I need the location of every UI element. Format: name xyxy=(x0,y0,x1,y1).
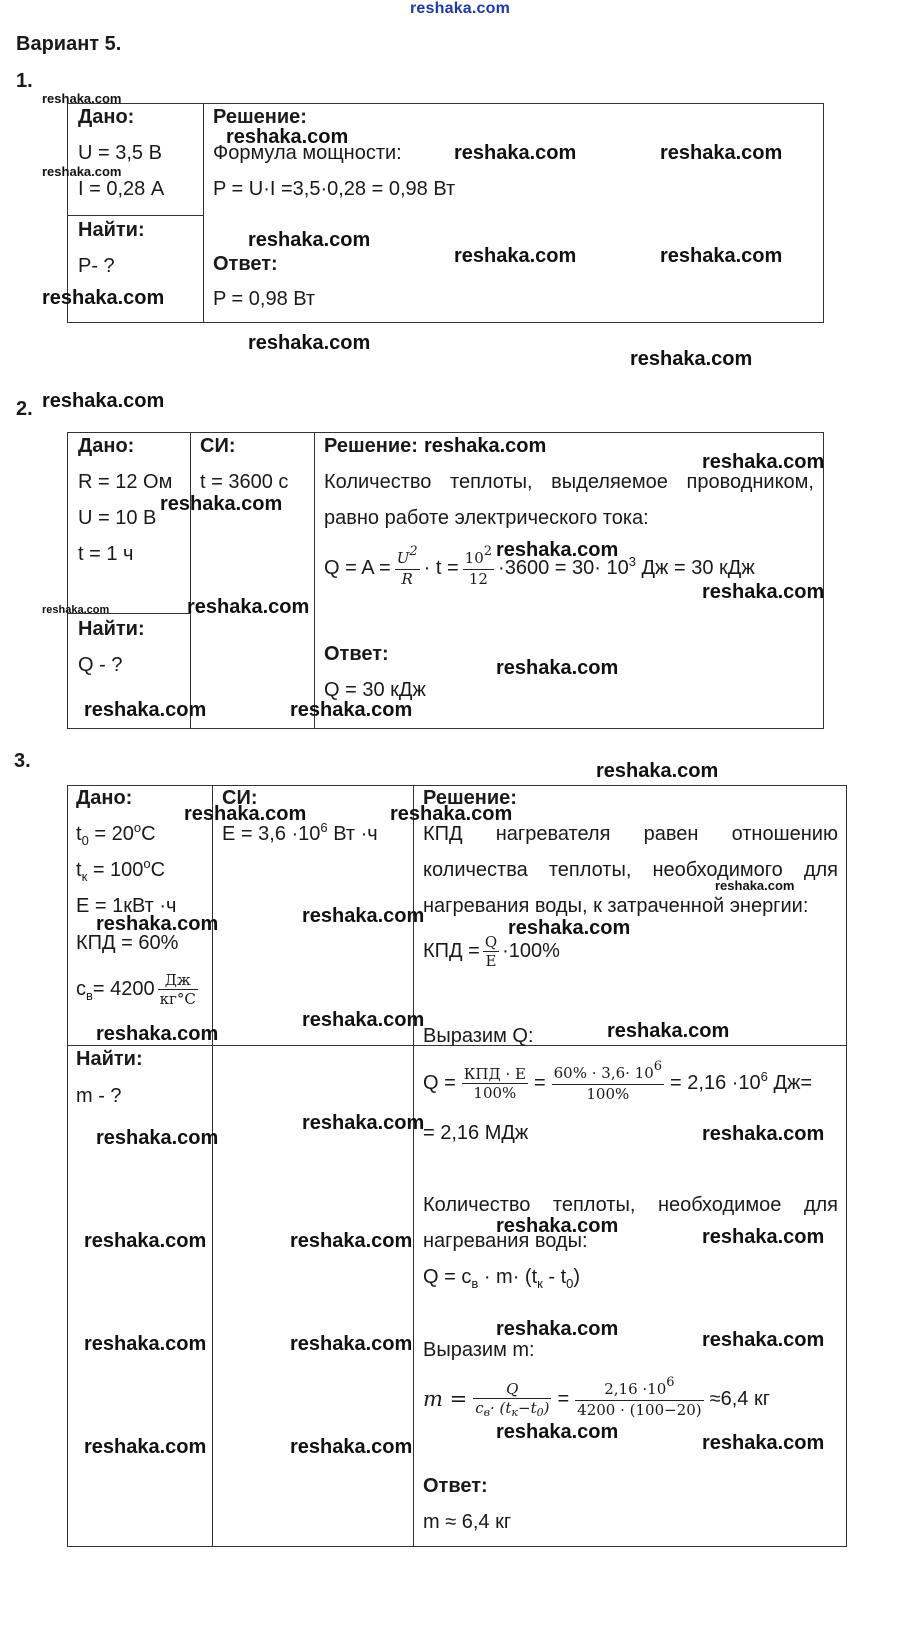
watermark: reshaka.com xyxy=(187,596,310,618)
p3-m-fraction-1: Q $c_в\cdot (t_к-t_0)$ xyxy=(475,1379,550,1419)
watermark: reshaka.com xyxy=(496,1215,619,1237)
p2-given-t: t = 1 ч xyxy=(78,543,134,565)
p3-text-2: количества теплоты, необходимого для xyxy=(423,859,838,881)
p3-given-t0: $t_0 = 20^oC$ xyxy=(76,820,156,848)
p3-text-3: нагревания воды, к затраченной энергии: xyxy=(423,895,809,917)
watermark: reshaka.com xyxy=(302,1009,425,1031)
watermark: reshaka.com xyxy=(290,1333,413,1355)
watermark: reshaka.com xyxy=(454,245,577,267)
p2-fraction-100-12 xyxy=(463,543,494,588)
p3-given-c: $c_в= 4200$ Дж кг°С xyxy=(76,970,196,1008)
p3-express-m: Выразим m: xyxy=(423,1339,535,1361)
p3-text-4: Количество теплоты, необходимое для xyxy=(423,1194,838,1216)
p1-answer-label: Ответ: xyxy=(213,253,278,275)
watermark: reshaka.com xyxy=(390,803,513,825)
watermark: reshaka.com xyxy=(454,142,577,164)
watermark: reshaka.com xyxy=(84,1333,207,1355)
p2-fraction-ten: 10 xyxy=(464,548,484,567)
p3-text-1: КПД нагревателя равен отношению xyxy=(423,823,838,845)
p2-si-value: t = 3600 с xyxy=(200,471,289,493)
p3-given-tk: $t_к = 100^oC$ xyxy=(76,856,166,884)
p3-kpd-formula: КПД = $\frac{Q}{E}$ ·100% xyxy=(423,932,560,970)
watermark: reshaka.com xyxy=(660,245,783,267)
watermark: reshaka.com xyxy=(248,229,371,251)
watermark: reshaka.com xyxy=(702,1123,825,1145)
p2-given-r: R = 12 Ом xyxy=(78,471,173,493)
watermark: reshaka.com xyxy=(290,1230,413,1252)
p2-given-label: Дано: xyxy=(78,435,135,457)
p2-answer-value: Q = 30 кДж xyxy=(324,679,426,701)
problem-1-number: 1. xyxy=(16,70,33,92)
site-header[interactable]: reshaka.com xyxy=(410,0,511,17)
p1-find-label: Найти: xyxy=(78,219,145,241)
p2-divider-1 xyxy=(190,432,191,729)
problem-1-table xyxy=(67,103,824,323)
p2-text-2: равно работе электрического тока: xyxy=(324,507,649,529)
p3-find-label: Найти: xyxy=(76,1048,143,1070)
p3-solution-label: Решение: xyxy=(423,787,517,809)
watermark: reshaka.com xyxy=(702,1432,825,1454)
problem-2-number: 2. xyxy=(16,398,33,420)
p3-m-fraction-2: $\frac{2,16 \cdot 106}{4200 \cdot (100-20)}$ xyxy=(577,1374,702,1419)
p1-find-value: P- ? xyxy=(78,255,115,277)
watermark: reshaka.com xyxy=(630,348,753,370)
watermark: reshaka.com xyxy=(42,91,122,106)
watermark: reshaka.com xyxy=(96,1023,219,1045)
p2-given-u: U = 10 В xyxy=(78,507,157,529)
watermark: reshaka.com xyxy=(702,581,825,603)
p1-answer-value: P = 0,98 Вт xyxy=(213,288,316,310)
watermark: reshaka.com xyxy=(226,126,349,148)
watermark: reshaka.com xyxy=(42,390,165,412)
watermark: reshaka.com xyxy=(42,604,110,616)
watermark: reshaka.com xyxy=(607,1020,730,1042)
p1-divider xyxy=(203,103,204,323)
p3-q-fraction-2: $\frac{60\% \cdot 3,6\cdot 106}{100\%}$ xyxy=(553,1058,663,1103)
watermark: reshaka.com xyxy=(42,164,122,179)
watermark: reshaka.com xyxy=(84,1230,207,1252)
p3-q-formula: Q = КПД · E 100% = $\frac{60\% \cdot 3,6\cdot 106}{100\%}$ = $2,16 \cdot 10^6$ Дж= xyxy=(423,1058,813,1103)
p1-solution-line-2: P = U·I =3,5·0,28 = 0,98 Вт xyxy=(213,178,456,200)
watermark: reshaka.com xyxy=(702,1329,825,1351)
p1-given-u: U = 3,5 В xyxy=(78,142,162,164)
watermark: reshaka.com xyxy=(496,1421,619,1443)
p3-given-label: Дано: xyxy=(76,787,133,809)
watermark: reshaka.com xyxy=(424,435,547,457)
p2-text-1: Количество теплоты, выделяемое проводником, xyxy=(324,471,814,493)
watermark: reshaka.com xyxy=(660,142,783,164)
p1-given-divider xyxy=(67,215,203,216)
p3-c-unit-fraction: Дж кг°С xyxy=(159,970,196,1008)
watermark: reshaka.com xyxy=(290,699,413,721)
watermark: reshaka.com xyxy=(508,917,631,939)
watermark: reshaka.com xyxy=(496,1318,619,1340)
p3-q-fraction-1: КПД · E 100% xyxy=(463,1064,526,1102)
p2-fraction-u-exp: 2 xyxy=(409,543,418,559)
p3-m-formula: m = Q $c_в\cdot (t_к-t_0)$ = $\frac{2,16 \cdot 106}{4200 \cdot (100-20)}$ ≈6,4 кг xyxy=(423,1374,771,1419)
watermark: reshaka.com xyxy=(302,1112,425,1134)
p2-formula-rest: $\cdot 3600 = 30\cdot 10^3$ Дж = 30 кДж xyxy=(498,553,755,579)
p3-given-e: E = 1кВт ·ч xyxy=(76,895,177,917)
problem-3-number: 3. xyxy=(14,750,31,772)
p1-given-label: Дано: xyxy=(78,106,135,128)
p2-fraction-u2-r xyxy=(395,543,420,588)
watermark: reshaka.com xyxy=(248,332,371,354)
p2-divider-2 xyxy=(314,432,315,729)
watermark: reshaka.com xyxy=(96,1127,219,1149)
p2-formula-exp: 3 xyxy=(628,553,636,569)
p3-si-label: СИ: xyxy=(222,787,258,809)
p3-q-result: = 2,16 МДж xyxy=(423,1122,529,1144)
watermark: reshaka.com xyxy=(702,451,825,473)
variant-title: Вариант 5. xyxy=(16,33,122,55)
p3-si-value: $E = 3,6 \cdot 10^6$ Вт ·ч xyxy=(222,820,378,845)
watermark: reshaka.com xyxy=(702,1226,825,1248)
p3-find-value: m - ? xyxy=(76,1085,122,1107)
watermark: reshaka.com xyxy=(184,803,307,825)
p3-text-5: нагревания воды: xyxy=(423,1230,588,1252)
p2-fraction-twelve: 12 xyxy=(468,569,488,588)
watermark: reshaka.com xyxy=(715,878,795,893)
watermark: reshaka.com xyxy=(160,493,283,515)
p2-formula-start: Q = A = xyxy=(324,556,391,579)
p3-answer-value: m ≈ 6,4 кг xyxy=(423,1511,512,1533)
watermark: reshaka.com xyxy=(84,1436,207,1458)
watermark: reshaka.com xyxy=(496,657,619,679)
p2-si-label: СИ: xyxy=(200,435,236,457)
p1-solution-line-1: Формула мощности: xyxy=(213,142,402,164)
p3-kpd-fraction: $\frac{Q}{E}$ xyxy=(484,932,498,970)
p1-given-i: I = 0,28 А xyxy=(78,178,165,200)
p2-find-value: Q - ? xyxy=(78,654,123,676)
p3-divider-2 xyxy=(413,785,414,1547)
p2-fraction-r: R xyxy=(401,569,413,588)
p2-formula-end: Дж = 30 кДж xyxy=(641,556,755,579)
p2-fraction-u: U xyxy=(396,548,410,567)
p2-fraction-ten-exp: 2 xyxy=(483,543,493,559)
p2-find-label: Найти: xyxy=(78,618,145,640)
watermark: reshaka.com xyxy=(302,905,425,927)
p3-divider-1 xyxy=(212,785,213,1547)
watermark: reshaka.com xyxy=(496,539,619,561)
p3-express-q: Выразим Q: xyxy=(423,1025,534,1047)
p3-given-kpd: КПД = 60% xyxy=(76,932,179,954)
watermark: reshaka.com xyxy=(84,699,207,721)
p1-solution-label: Решение: xyxy=(213,106,307,128)
p3-answer-label: Ответ: xyxy=(423,1475,488,1497)
p3-heat-formula: $Q = c_в \cdot m\cdot (t_к - t_0)$ xyxy=(423,1266,581,1291)
watermark: reshaka.com xyxy=(42,287,165,309)
p2-formula-mid: · t = xyxy=(423,556,459,579)
watermark: reshaka.com xyxy=(290,1436,413,1458)
p2-answer-label: Ответ: xyxy=(324,643,389,665)
watermark: reshaka.com xyxy=(596,760,719,782)
p2-solution-label: Решение: xyxy=(324,435,418,457)
watermark: reshaka.com xyxy=(96,913,219,935)
